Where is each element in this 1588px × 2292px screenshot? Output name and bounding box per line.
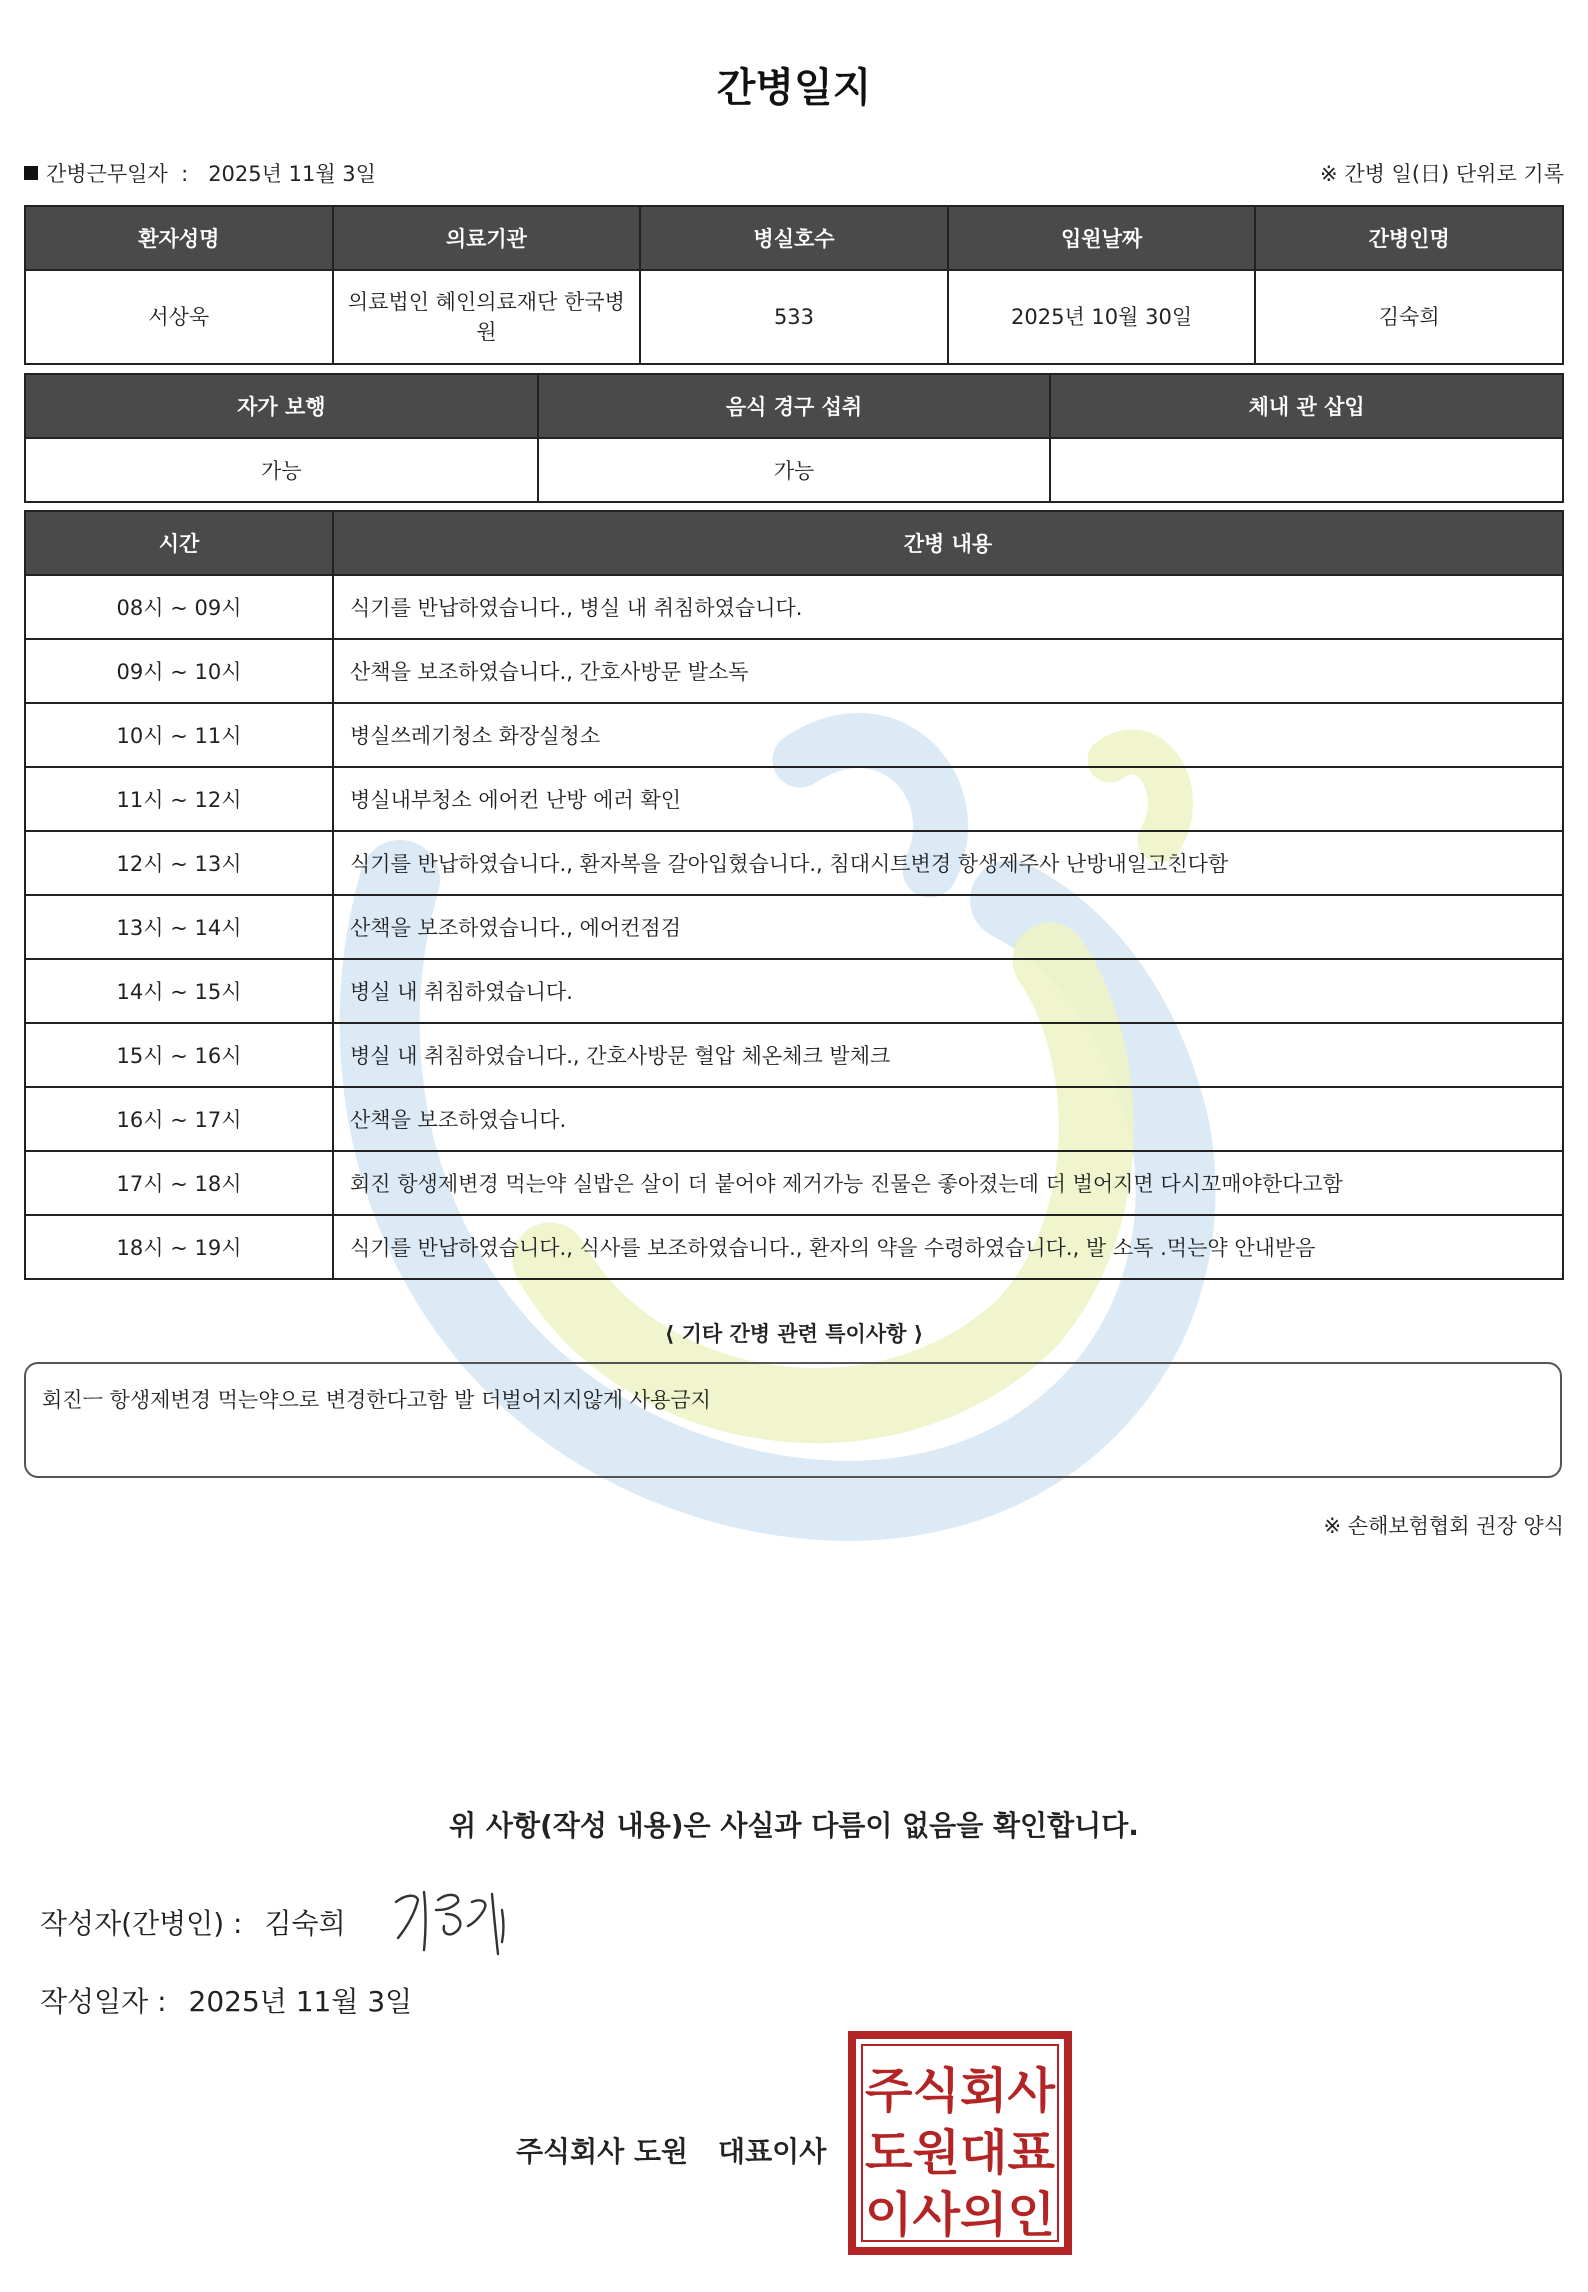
time-cell: 14시 ~ 15시 — [25, 959, 333, 1023]
content-cell: 산책을 보조하였습니다., 간호사방문 발소독 — [333, 639, 1563, 703]
content-cell: 병실 내 취침하였습니다. — [333, 959, 1563, 1023]
handwritten-signature — [388, 1880, 518, 1960]
time-cell: 17시 ~ 18시 — [25, 1151, 333, 1215]
content-cell: 회진 항생제변경 먹는약 실밥은 살이 더 붙어야 제거가능 진물은 좋아졌는데 더 벌어지면 다시꼬매야한다고함 — [333, 1151, 1563, 1215]
self-walking-value: 가능 — [25, 438, 538, 502]
written-date-label: 작성일자 : — [40, 1985, 167, 2018]
association-note: ※ 손해보험협회 권장 양식 — [1323, 1514, 1564, 1538]
time-cell: 16시 ~ 17시 — [25, 1087, 333, 1151]
content-cell: 산책을 보조하였습니다., 에어컨점검 — [333, 895, 1563, 959]
header-tube-insertion: 체내 관 삽입 — [1050, 374, 1563, 438]
content-cell: 병실쓰레기청소 화장실청소 — [333, 703, 1563, 767]
patient-info-table — [24, 205, 1564, 365]
header-self-walking: 자가 보행 — [25, 374, 538, 438]
table-row — [25, 639, 1563, 703]
time-cell: 09시 ~ 10시 — [25, 639, 333, 703]
content-cell: 병실 내 취침하였습니다., 간호사방문 혈압 체온체크 발체크 — [333, 1023, 1563, 1087]
hospital-name: 의료법인 혜인의료재단 한국병원 — [333, 270, 641, 364]
square-bullet-icon — [24, 166, 38, 180]
table-row — [25, 1023, 1563, 1087]
time-cell: 11시 ~ 12시 — [25, 767, 333, 831]
header-caregiver-name: 간병인명 — [1255, 206, 1563, 270]
company-seal — [848, 2031, 1072, 2255]
writer-name: 김숙희 — [264, 1907, 346, 1940]
tube-insertion-value — [1050, 438, 1563, 502]
seal-line-1: 주식회사 — [865, 2063, 1056, 2119]
table-row — [25, 1087, 1563, 1151]
care-log-table — [24, 510, 1564, 1280]
oral-intake-value: 가능 — [538, 438, 1051, 502]
patient-name: 서상욱 — [25, 270, 333, 364]
special-notes-box — [24, 1362, 1562, 1478]
header-time: 시간 — [25, 511, 333, 575]
table-row — [25, 767, 1563, 831]
caregiver-name: 김숙희 — [1255, 270, 1563, 364]
company-line — [516, 2130, 826, 2170]
content-cell: 산책을 보조하였습니다. — [333, 1087, 1563, 1151]
company-rep-title: 대표이사 — [718, 2135, 827, 2168]
seal-line-2: 도원대표 — [865, 2125, 1056, 2181]
table-row — [25, 1215, 1563, 1279]
unit-note: ※ 간병 일(日) 단위로 기록 — [1320, 162, 1564, 186]
written-date-line — [40, 1980, 412, 2020]
table-row — [25, 831, 1563, 895]
content-cell: 병실내부청소 에어컨 난방 에러 확인 — [333, 767, 1563, 831]
content-cell: 식기를 반납하였습니다., 식사를 보조하였습니다., 환자의 약을 수령하였습니다., 발 소독 .먹는약 안내받음 — [333, 1215, 1563, 1279]
time-cell: 15시 ~ 16시 — [25, 1023, 333, 1087]
table-row — [25, 959, 1563, 1023]
work-date-line — [24, 158, 376, 188]
writer-line — [40, 1902, 346, 1942]
room-number: 533 — [640, 270, 948, 364]
confirmation-statement: 위 사항(작성 내용)은 사실과 다름이 없음을 확인합니다. — [449, 1809, 1139, 1842]
writer-label: 작성자(간병인) : — [40, 1907, 243, 1940]
document-title: 간병일지 — [716, 65, 872, 111]
content-cell: 식기를 반납하였습니다., 병실 내 취침하였습니다. — [333, 575, 1563, 639]
time-cell: 08시 ~ 09시 — [25, 575, 333, 639]
work-date-label: 간병근무일자 — [46, 162, 168, 186]
time-cell: 10시 ~ 11시 — [25, 703, 333, 767]
header-room-number: 병실호수 — [640, 206, 948, 270]
company-name: 주식회사 도원 — [516, 2135, 689, 2168]
written-date-value: 2025년 11월 3일 — [188, 1985, 413, 2018]
special-notes-text: 회진ㅡ 항생제변경 먹는약으로 변경한다고함 발 더벌어지지않게 사용금지 — [42, 1388, 711, 1412]
header-hospital: 의료기관 — [333, 206, 641, 270]
time-cell: 12시 ~ 13시 — [25, 831, 333, 895]
header-patient-name: 환자성명 — [25, 206, 333, 270]
work-date-separator: : — [181, 162, 189, 186]
time-cell: 13시 ~ 14시 — [25, 895, 333, 959]
seal-line-3: 이사의인 — [865, 2187, 1055, 2243]
special-notes-heading: ⟨ 기타 간병 관련 특이사항 ⟩ — [664, 1322, 924, 1346]
time-cell: 18시 ~ 19시 — [25, 1215, 333, 1279]
table-row — [25, 1151, 1563, 1215]
content-cell: 식기를 반납하였습니다., 환자복을 갈아입혔습니다., 침대시트변경 항생제주사 난방내일고친다함 — [333, 831, 1563, 895]
admission-date: 2025년 10월 30일 — [948, 270, 1256, 364]
table-row — [25, 703, 1563, 767]
header-care-content: 간병 내용 — [333, 511, 1563, 575]
work-date-value: 2025년 11월 3일 — [208, 162, 376, 186]
header-oral-intake: 음식 경구 섭취 — [538, 374, 1051, 438]
header-admission-date: 입원날짜 — [948, 206, 1256, 270]
patient-status-table — [24, 373, 1564, 503]
table-row — [25, 575, 1563, 639]
table-row — [25, 895, 1563, 959]
